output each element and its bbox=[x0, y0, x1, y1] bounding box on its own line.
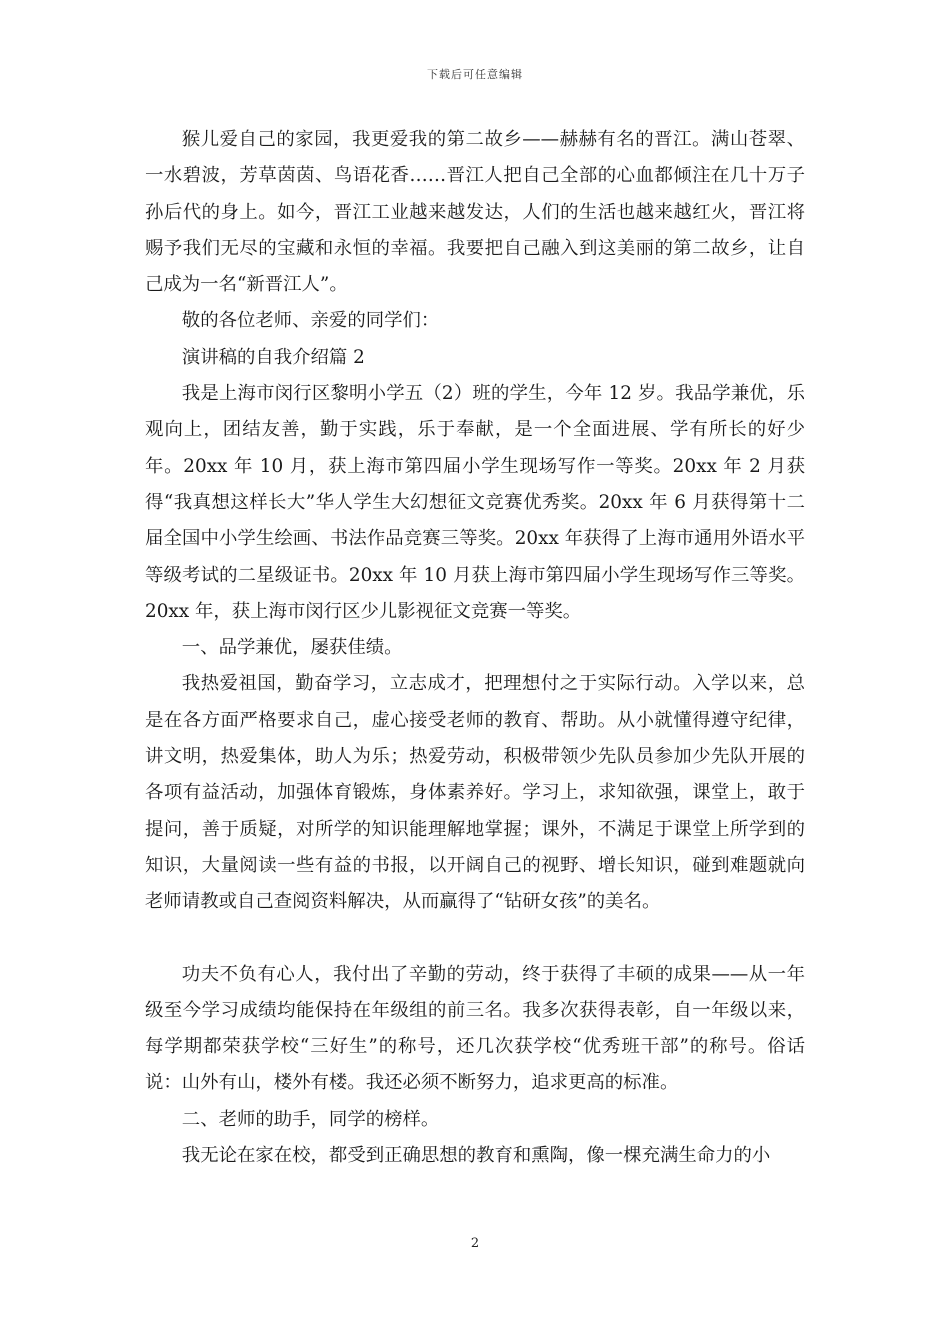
paragraph-greeting: 敬的各位老师、亲爱的同学们： bbox=[181, 310, 440, 332]
paragraph-study: 我热爱祖国，勤奋学习，立志成才，把理想付之于实际行动。入学以来，总是在各方面严格要求自己，虚心接受老师的教育、帮助。从小就懂得遵守纪律，讲文明，热爱集体，助人为乐；热爱劳动，积极带领少先队员参加少先队开展的各项有益活动，加强体育锻炼，身体素养好。学习上，求知欲强，课堂上，敢于提问，善于质疑，对所学的知识能理解地掌握；课外，不满足于课堂上所学到的知识，大量阅读一些有益的书报，以开阔自己的视野、增长知识，碰到难题就向老师请教或自己查阅资料解决，从而赢得了“钻研女孩”的美名。 bbox=[145, 673, 805, 913]
paragraph-continued: 我无论在家在校，都受到正确思想的教育和熏陶，像一棵充满生命力的小 bbox=[181, 1145, 771, 1167]
section-title: 演讲稿的自我介绍篇 2 bbox=[181, 346, 365, 368]
page-header: 下载后可任意编辑 bbox=[427, 68, 523, 81]
paragraph-achievements: 功夫不负有心人，我付出了辛勤的劳动，终于获得了丰硕的成果——从一年级至今学习成绩均能保持在年级组的前三名。我多次获得表彰，自一年级以来，每学期都荣获学校“三好生”的称号，还几次获学校“优秀班干部”的称号。俗话说：山外有山，楼外有楼。我还必须不断努力，追求更高的标准。 bbox=[145, 963, 805, 1094]
heading-1: 一、品学兼优，屡获佳绩。 bbox=[181, 637, 403, 659]
page-number: 2 bbox=[470, 1236, 480, 1251]
paragraph-introduction: 我是上海市闵行区黎明小学五（2）班的学生，今年 12 岁。我品学兼优，乐观向上，团结友善，勤于实践，乐于奉献，是一个全面进展、学有所长的好少年。20xx 年 10 月，获上海市第四届小学生现场写作一等奖。20xx 年 2 月获得“我真想这样长大”华人学生大幻想征文竞赛优秀奖。20xx 年 6 月获得第十二届全国中小学生绘画、书法作品竞赛三等奖。20xx 年获得了上海市通用外语水平等级考试的二星级证书。20xx 年 10 月获上海市第四届小学生现场写作三等奖。20xx 年，获上海市闵行区少儿影视征文竞赛一等奖。 bbox=[145, 383, 805, 622]
document-body bbox=[145, 122, 805, 1174]
heading-2: 二、老师的助手，同学的榜样。 bbox=[181, 1108, 440, 1130]
paragraph-jinjiang: 猴儿爱自己的家园，我更爱我的第二故乡——赫赫有名的晋江。满山苍翠、一水碧波，芳草茵茵、鸟语花香……晋江人把自己全部的心血都倾注在几十万子孙后代的身上。如今，晋江工业越来越发达，人们的生活也越来越红火，晋江将赐予我们无尽的宝藏和永恒的幸福。我要把自己融入到这美丽的第二故乡，让自己成为一名“新晋江人”。 bbox=[145, 129, 805, 296]
